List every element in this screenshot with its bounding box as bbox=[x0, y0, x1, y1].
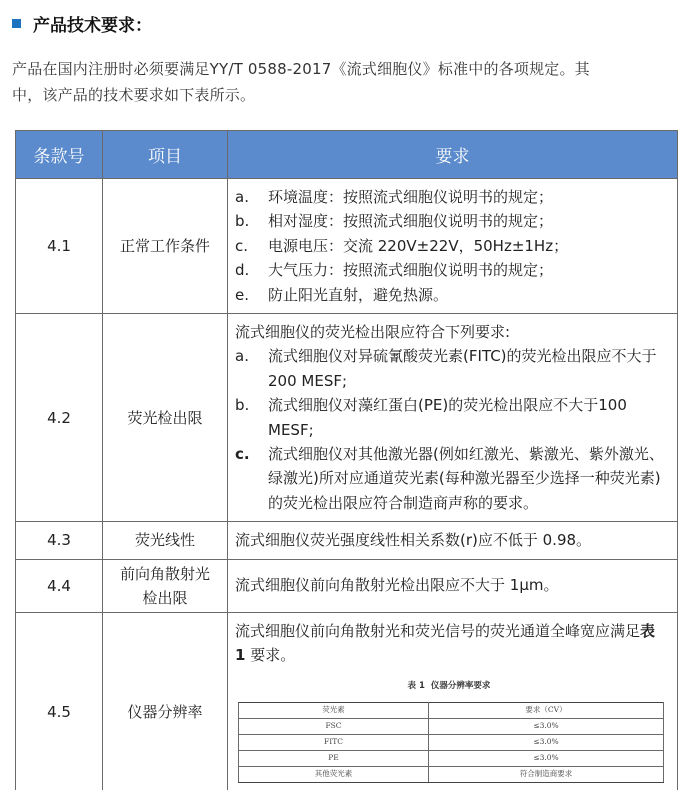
list-item: e. 防止阳光直射，避免热源。 bbox=[235, 285, 449, 304]
requirement-cell bbox=[228, 314, 678, 522]
section-title: 产品技术要求： bbox=[33, 15, 152, 36]
section-heading bbox=[12, 8, 152, 38]
list-item: a. 流式细胞仪对异硫氰酸荧光素(FITC)的荧光检出限应不大于 200 MESF; bbox=[235, 347, 657, 390]
requirement-cell bbox=[228, 612, 678, 790]
requirement-text: 流式细胞仪前向角散射光和荧光信号的荧光通道全峰宽应满足表 1 要求。 bbox=[235, 621, 656, 665]
intro-line-1: 产品在国内注册时必须要满足YY/T 0588-2017《流式细胞仪》标准中的各项规定。其 bbox=[12, 60, 590, 78]
table-header-row bbox=[16, 131, 678, 179]
clause-cell: 4.2 bbox=[16, 314, 103, 522]
intro-line-2: 中，该产品的技术要求如下表所示。 bbox=[12, 86, 256, 104]
requirement-intro: 流式细胞仪的荧光检出限应符合下列要求: bbox=[235, 323, 511, 342]
table-row bbox=[16, 179, 678, 314]
item-cell: 仪器分辨率 bbox=[103, 612, 228, 790]
subtable-row: FITC ≤3.0% bbox=[239, 734, 664, 750]
item-cell: 荧光线性 bbox=[103, 522, 228, 559]
subtable-row: 其他荧光素 符合制造商要求 bbox=[239, 766, 664, 782]
list-item: b. 流式细胞仪对藻红蛋白(PE)的荧光检出限应不大于100 MESF; bbox=[235, 396, 627, 439]
list-item: c. 电源电压：交流 220V±22V，50Hz±1Hz； bbox=[235, 236, 569, 255]
requirement-cell bbox=[228, 179, 678, 314]
table-row bbox=[16, 612, 678, 790]
table-row bbox=[16, 314, 678, 522]
table-row bbox=[16, 559, 678, 612]
item-cell: 前向角散射光 检出限 bbox=[103, 559, 228, 612]
list-item: c. 流式细胞仪对其他激光器(例如红激光、紫激光、紫外激光、绿激光)所对应通道荧光素(每种激光器至少选择一种荧光素)的荧光检出限应符合制造商声称的要求。 bbox=[235, 445, 664, 512]
header-item: 项目 bbox=[103, 131, 228, 179]
item-cell: 荧光检出限 bbox=[103, 314, 228, 522]
resolution-subtable bbox=[238, 702, 664, 783]
subtable-header-row: 荧光素 要求（CV） bbox=[239, 702, 664, 718]
tech-requirements-table bbox=[15, 130, 678, 790]
header-requirement: 要求 bbox=[228, 131, 678, 179]
item-cell: 正常工作条件 bbox=[103, 179, 228, 314]
heading-square-icon bbox=[12, 19, 21, 28]
requirement-cell: 流式细胞仪前向角散射光检出限应不大于 1μm。 bbox=[228, 559, 678, 612]
requirement-cell: 流式细胞仪荧光强度线性相关系数(r)应不低于 0.98。 bbox=[228, 522, 678, 559]
header-clause: 条款号 bbox=[16, 131, 103, 179]
list-item: b. 相对湿度：按照流式细胞仪说明书的规定； bbox=[235, 212, 554, 231]
intro-paragraph bbox=[12, 56, 688, 108]
subtable-row: FSC ≤3.0% bbox=[239, 718, 664, 734]
subtable-row: PE ≤3.0% bbox=[239, 750, 664, 766]
table-row bbox=[16, 522, 678, 559]
clause-cell: 4.5 bbox=[16, 612, 103, 790]
clause-cell: 4.1 bbox=[16, 179, 103, 314]
clause-cell: 4.3 bbox=[16, 522, 103, 559]
list-item: d. 大气压力：按照流式细胞仪说明书的规定； bbox=[235, 261, 554, 280]
list-item: a. 环境温度：按照流式细胞仪说明书的规定； bbox=[235, 188, 554, 206]
subtable-caption: 表 1 仪器分辨率要求 bbox=[407, 680, 491, 691]
clause-cell: 4.4 bbox=[16, 559, 103, 612]
